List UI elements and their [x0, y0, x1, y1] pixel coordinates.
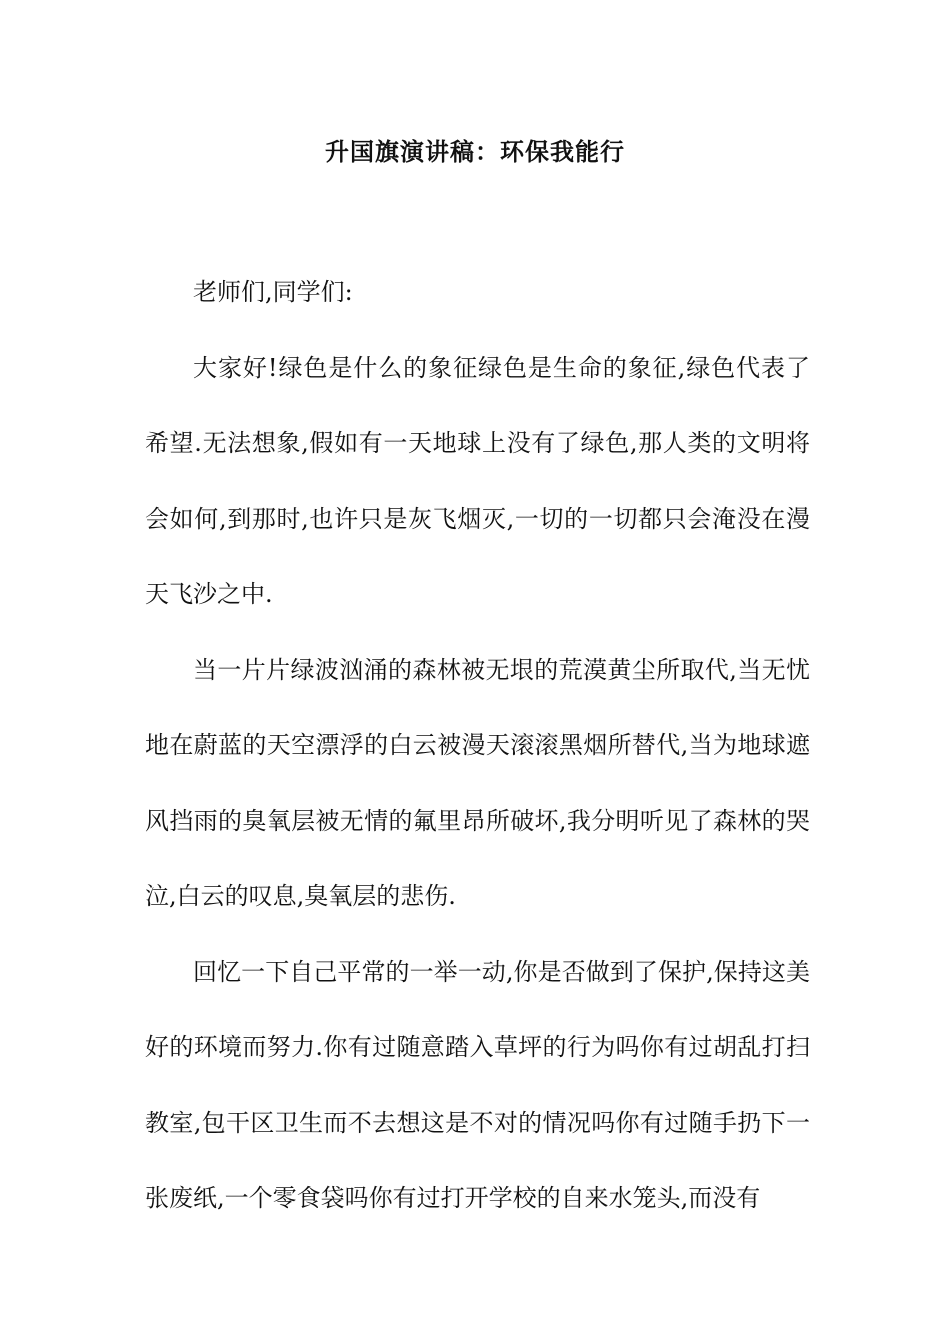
body-paragraph-1: 大家好!绿色是什么的象征绿色是生命的象征,绿色代表了希望.无法想象,假如有一天地球上没有了绿色,那人类的文明将会如何,到那时,也许只是灰飞烟灭,一切的一切都只会淹没在漫天飞沙之中.	[145, 353, 810, 608]
document-body	[145, 255, 810, 1237]
salutation-paragraph: 老师们,同学们:	[193, 278, 353, 306]
document-title: 升国旗演讲稿：环保我能行	[325, 138, 625, 166]
body-paragraph-3: 回忆一下自己平常的一举一动,你是否做到了保护,保持这美好的环境而努力.你有过随意踏入草坪的行为吗你有过胡乱打扫教室,包干区卫生而不去想这是不对的情况吗你有过随手扔下一张废纸,一个零食袋吗你有过打开学校的自来水笼头,而没有	[145, 957, 810, 1212]
body-paragraph-2: 当一片片绿波汹涌的森林被无垠的荒漠黄尘所取代,当无忧地在蔚蓝的天空漂浮的白云被漫天滚滚黑烟所替代,当为地球遮风挡雨的臭氧层被无情的氟里昂所破坏,我分明听见了森林的哭泣,白云的叹息,臭氧层的悲伤.	[145, 655, 810, 910]
